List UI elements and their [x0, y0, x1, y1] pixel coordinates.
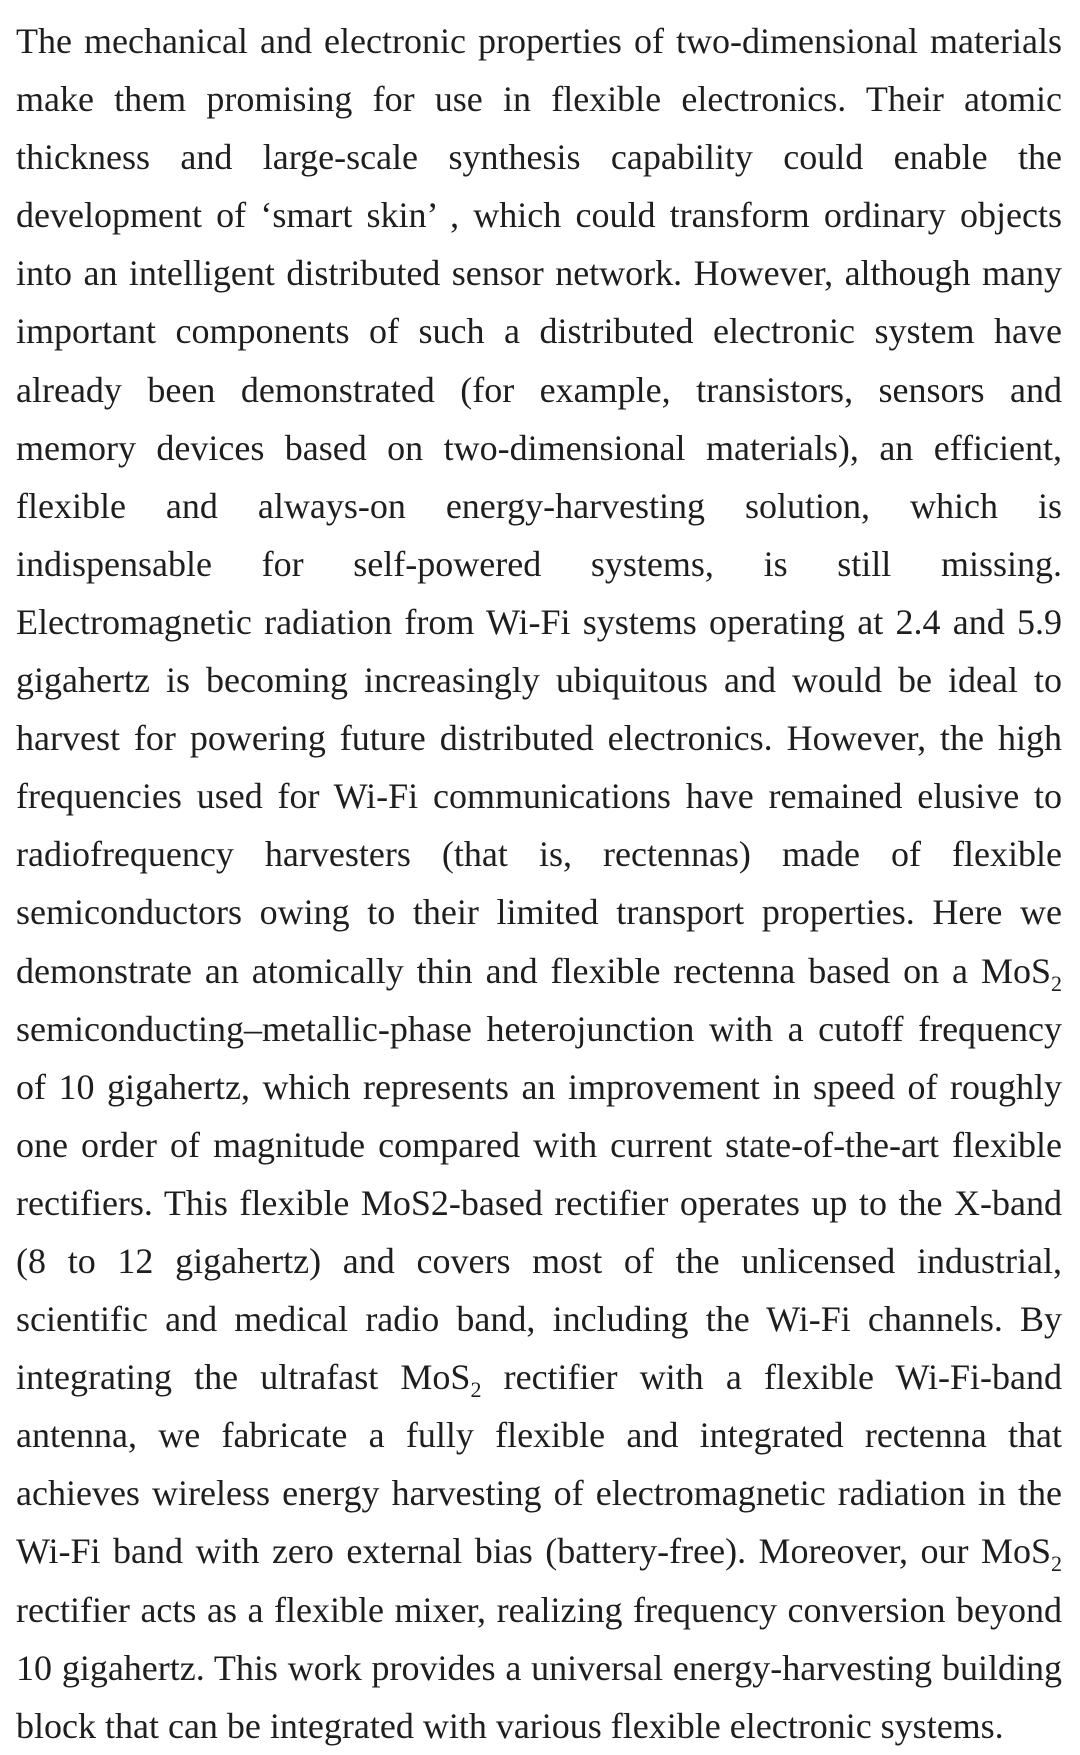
subscript-2: 2 — [470, 1377, 482, 1403]
subscript-2: 2 — [1051, 970, 1062, 996]
abstract-text-part-2: semiconducting–metallic-phase heterojunction with a cutoff frequency of 10 gigahertz, which represents an improvement in speed of roughly one order of magnitude compared with current state-of-the-art flexible rectifiers. This flexible MoS2-based rectifier operates up to the X-band (8 to 12 gigahertz) and covers most of the unlicensed industrial, scientific and medical radio band, including the Wi-Fi channels. By integrating the ultrafast MoS — [16, 1008, 1062, 1398]
abstract-text-part-1: The mechanical and electronic properties of two-dimensional materials make them promising for use in flexible electronics. Their atomic thickness and large-scale synthesis capability could enable the development of ‘smart skin’ , which could transform ordinary objects into an intelligent distributed sensor network. However, although many important components of such a distributed electronic system have already been demonstrated (for example, transistors, sensors and memory devices based on two-dimensional materials), an efficient, flexible and always-on energy-harvesting solution, which is indispensable for self-powered systems, is still missing. Electromagnetic radiation from Wi-Fi systems operating at 2.4 and 5.9 gigahertz is becoming increasingly ubiquitous and would be ideal to harvest for powering future distributed electronics. However, the high frequencies used for Wi-Fi communications have remained elusive to radiofrequency harvesters (that is, rectennas) made of flexible semiconductors owing to their limited transport properties. Here we demonstrate an atomically thin and flexible rectenna based on a MoS — [16, 21, 1062, 991]
abstract-text-part-3: rectifier with a flexible Wi-Fi-band antenna, we fabricate a fully flexible and integrated rectenna that achieves wireless energy harvesting of electromagnetic radiation in the Wi-Fi band with zero external bias (battery-free). Moreover, our MoS — [16, 1357, 1062, 1572]
subscript-2: 2 — [1051, 1551, 1062, 1577]
abstract-text-part-4: rectifier acts as a flexible mixer, realizing frequency conversion beyond 10 gigahertz. This work provides a universal energy-harvesting building block that can be integrated with various flexible electronic systems. — [16, 1589, 1062, 1746]
abstract-paragraph — [16, 12, 1062, 1755]
